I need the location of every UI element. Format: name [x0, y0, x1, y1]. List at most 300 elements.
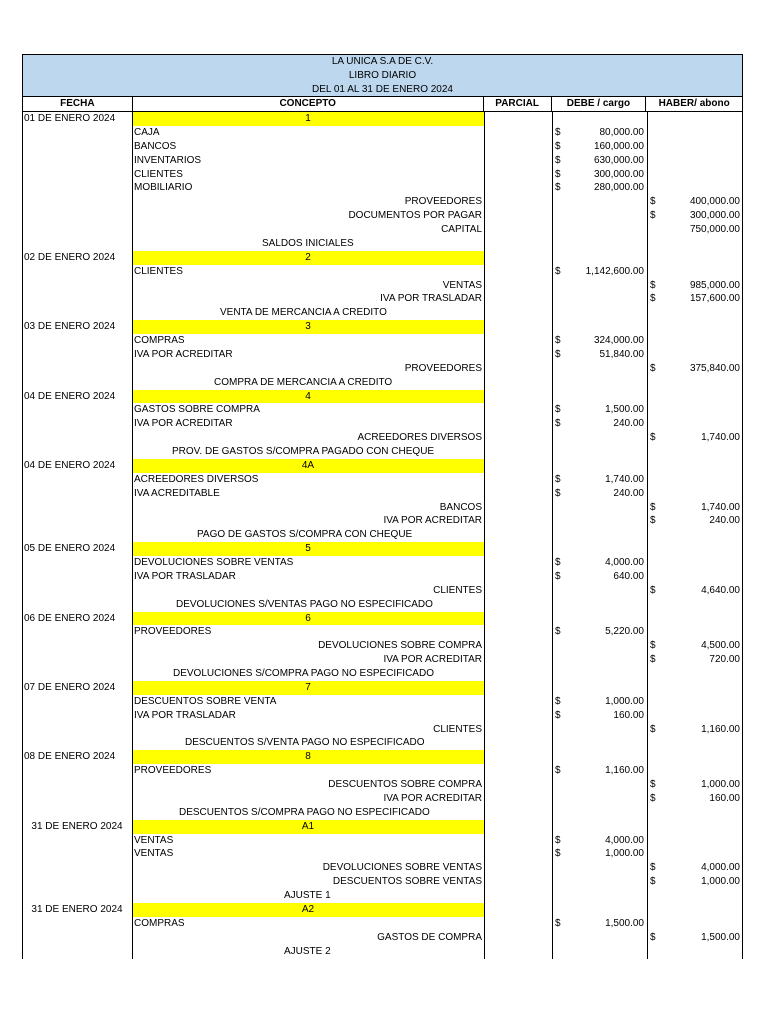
- debit-amount: [552, 778, 647, 792]
- debit-account: PROVEEDORES: [134, 765, 212, 777]
- amount-value: 280,000.00: [593, 182, 644, 194]
- credit-account: PROVEEDORES: [404, 196, 482, 208]
- date-cell: 04 DE ENERO 2024: [24, 459, 116, 471]
- credit-account: CAPITAL: [441, 224, 482, 235]
- amount-value: 240.00: [613, 487, 644, 499]
- title-block: [22, 54, 743, 96]
- parcial-cell: [484, 209, 552, 223]
- amount-value: 985,000.00: [689, 279, 740, 291]
- entry-description: DESCUENTOS S/COMPRA PAGO NO ESPECIFICADO: [179, 806, 430, 818]
- amount-value: 80,000.00: [599, 126, 644, 138]
- credit-amount: [647, 487, 743, 501]
- date-cell: [22, 709, 132, 723]
- debit-account: DEVOLUCIONES SOBRE VENTAS: [134, 557, 294, 568]
- debit-account: CAJA: [134, 126, 160, 138]
- parcial-cell: [484, 501, 552, 515]
- journal-row: [22, 889, 743, 903]
- date-cell: [22, 806, 132, 820]
- debit-amount: [552, 140, 647, 154]
- debit-account: VENTAS: [134, 834, 174, 846]
- credit-amount: [647, 376, 743, 390]
- journal-row: [22, 237, 743, 251]
- parcial-cell: [484, 362, 552, 376]
- journal-row: [22, 112, 743, 126]
- debit-amount: [552, 514, 647, 528]
- parcial-cell: [484, 695, 552, 709]
- debit-amount: [552, 445, 647, 459]
- date-cell: [22, 376, 132, 390]
- date-cell: 05 DE ENERO 2024: [24, 543, 116, 555]
- date-cell: [22, 875, 132, 889]
- amount-value: 375,840.00: [689, 362, 740, 374]
- credit-account: GASTOS DE COMPRA: [377, 931, 482, 943]
- date-cell: [22, 306, 132, 320]
- parcial-cell: [484, 612, 552, 626]
- journal-row: [22, 376, 743, 390]
- credit-account: PROVEEDORES: [404, 362, 482, 374]
- debit-amount: [552, 334, 647, 348]
- debit-amount: [552, 889, 647, 903]
- date-cell: 02 DE ENERO 2024: [24, 251, 116, 263]
- parcial-cell: [484, 237, 552, 251]
- credit-amount: [647, 501, 743, 515]
- debit-amount: [552, 639, 647, 653]
- debit-amount: [552, 209, 647, 223]
- credit-amount: [647, 209, 743, 223]
- credit-amount: [647, 847, 743, 861]
- journal-row: [22, 168, 743, 182]
- credit-account: CLIENTES: [433, 584, 482, 596]
- amount-value: 4,000.00: [605, 557, 644, 568]
- entry-number: A2: [132, 903, 484, 917]
- amount-value: 1,740.00: [701, 501, 740, 513]
- parcial-cell: [484, 306, 552, 320]
- credit-amount: [647, 598, 743, 612]
- debit-amount: [552, 764, 647, 778]
- amount-value: 300,000.00: [689, 210, 740, 222]
- debit-amount: [552, 376, 647, 390]
- currency-sign: $: [555, 695, 561, 707]
- entry-number: 4A: [132, 459, 484, 473]
- entry-number: 3: [132, 320, 484, 334]
- journal-row: [22, 945, 743, 959]
- credit-amount: [647, 612, 743, 626]
- credit-amount: [647, 279, 743, 293]
- credit-amount: [647, 556, 743, 570]
- journal-row: [22, 417, 743, 431]
- parcial-cell: [484, 598, 552, 612]
- credit-amount: [647, 542, 743, 556]
- debit-amount: [552, 903, 647, 917]
- journal-row: [22, 667, 743, 681]
- debit-amount: [552, 556, 647, 570]
- amount-value: 720.00: [709, 654, 740, 666]
- parcial-cell: [484, 625, 552, 639]
- parcial-cell: [484, 667, 552, 681]
- parcial-cell: [484, 847, 552, 861]
- credit-amount: [647, 251, 743, 265]
- entry-description: AJUSTE 2: [284, 945, 331, 957]
- date-cell: [22, 847, 132, 861]
- journal-row: [22, 514, 743, 528]
- parcial-cell: [484, 126, 552, 140]
- journal-row: [22, 140, 743, 154]
- credit-amount: [647, 750, 743, 764]
- date-cell: [22, 695, 132, 709]
- parcial-cell: [484, 431, 552, 445]
- date-cell: 04 DE ENERO 2024: [24, 390, 116, 402]
- parcial-cell: [484, 403, 552, 417]
- currency-sign: $: [650, 584, 656, 596]
- journal-row: [22, 195, 743, 209]
- debit-amount: [552, 417, 647, 431]
- entry-description: AJUSTE 1: [284, 890, 331, 901]
- currency-sign: $: [555, 265, 561, 277]
- date-cell: [22, 570, 132, 584]
- credit-amount: [647, 695, 743, 709]
- entry-description: COMPRA DE MERCANCIA A CREDITO: [214, 376, 393, 388]
- debit-amount: [552, 917, 647, 931]
- column-header-row: [22, 96, 743, 112]
- journal-row: [22, 209, 743, 223]
- concepto-divider: [484, 112, 485, 959]
- debit-amount: [552, 348, 647, 362]
- amount-value: 1,000.00: [701, 876, 740, 888]
- journal-row: [22, 334, 743, 348]
- credit-amount: [647, 625, 743, 639]
- entry-number: 1: [132, 112, 484, 126]
- period-title: DEL 01 AL 31 DE ENERO 2024: [311, 83, 453, 95]
- journal-row: [22, 181, 743, 195]
- journal-row: [22, 445, 743, 459]
- currency-sign: $: [555, 570, 561, 582]
- debit-amount: [552, 195, 647, 209]
- date-cell: [22, 889, 132, 903]
- date-cell: [22, 181, 132, 195]
- date-cell: 08 DE ENERO 2024: [24, 751, 116, 763]
- journal-row: [22, 736, 743, 750]
- credit-amount: [647, 431, 743, 445]
- debit-account: INVENTARIOS: [134, 154, 202, 166]
- entry-description: DEVOLUCIONES S/COMPRA PAGO NO ESPECIFICADO: [173, 668, 434, 679]
- date-cell: [22, 209, 132, 223]
- credit-amount: [647, 917, 743, 931]
- debit-amount: [552, 251, 647, 265]
- fecha-divider: [132, 112, 133, 959]
- journal-sheet: [22, 54, 743, 958]
- right-border: [742, 112, 743, 959]
- credit-amount: [647, 861, 743, 875]
- debit-amount: [552, 612, 647, 626]
- journal-row: [22, 556, 743, 570]
- journal-row: [22, 251, 743, 265]
- journal-row: [22, 792, 743, 806]
- date-cell: 06 DE ENERO 2024: [24, 612, 116, 624]
- credit-amount: [647, 584, 743, 598]
- parcial-cell: [484, 154, 552, 168]
- debit-amount: [552, 265, 647, 279]
- parcial-cell: [484, 875, 552, 889]
- currency-sign: $: [650, 792, 656, 804]
- parcial-cell: [484, 390, 552, 404]
- currency-sign: $: [555, 418, 561, 430]
- currency-sign: $: [555, 848, 561, 860]
- credit-amount: [647, 154, 743, 168]
- journal-row: [22, 709, 743, 723]
- date-cell: [22, 348, 132, 362]
- date-cell: [22, 501, 132, 515]
- currency-sign: $: [555, 182, 561, 194]
- journal-row: [22, 362, 743, 376]
- parcial-cell: [484, 223, 552, 237]
- journal-row: [22, 403, 743, 417]
- journal-row: [22, 861, 743, 875]
- credit-account: IVA POR TRASLADAR: [380, 293, 482, 305]
- date-cell: [22, 403, 132, 417]
- debit-amount: [552, 292, 647, 306]
- parcial-cell: [484, 584, 552, 598]
- debit-amount: [552, 390, 647, 404]
- amount-value: 640.00: [613, 570, 644, 582]
- journal-row: [22, 223, 743, 237]
- date-cell: [22, 362, 132, 376]
- entry-number: 5: [132, 542, 484, 556]
- journal-row: [22, 723, 743, 737]
- amount-value: 1,740.00: [605, 473, 644, 485]
- credit-amount: [647, 653, 743, 667]
- debit-account: COMPRAS: [134, 917, 185, 929]
- credit-amount: [647, 403, 743, 417]
- currency-sign: $: [650, 931, 656, 943]
- parcial-cell: [484, 792, 552, 806]
- currency-sign: $: [555, 557, 561, 568]
- debit-amount: [552, 584, 647, 598]
- entry-description: VENTA DE MERCANCIA A CREDITO: [220, 307, 387, 319]
- date-cell: [22, 861, 132, 875]
- debit-amount: [552, 861, 647, 875]
- credit-amount: [647, 736, 743, 750]
- parcial-cell: [484, 251, 552, 265]
- amount-value: 4,000.00: [701, 862, 740, 874]
- credit-amount: [647, 875, 743, 889]
- date-cell: [22, 514, 132, 528]
- entry-description: PROV. DE GASTOS S/COMPRA PAGADO CON CHEQUE: [172, 446, 435, 457]
- currency-sign: $: [555, 765, 561, 777]
- journal-row: [22, 320, 743, 334]
- currency-sign: $: [650, 654, 656, 666]
- debit-account: IVA POR ACREDITAR: [134, 418, 233, 430]
- debit-amount: [552, 473, 647, 487]
- credit-amount: [647, 806, 743, 820]
- credit-amount: [647, 390, 743, 404]
- credit-account: DEVOLUCIONES SOBRE VENTAS: [322, 862, 482, 874]
- journal-row: [22, 487, 743, 501]
- entry-description: PAGO DE GASTOS S/COMPRA CON CHEQUE: [197, 529, 413, 541]
- date-cell: [22, 653, 132, 667]
- journal-row: [22, 639, 743, 653]
- debit-amount: [552, 126, 647, 140]
- credit-amount: [647, 931, 743, 945]
- credit-account: CLIENTES: [433, 723, 482, 735]
- parcial-cell: [484, 265, 552, 279]
- journal-row: [22, 903, 743, 917]
- date-cell: 31 DE ENERO 2024: [31, 903, 123, 915]
- parcial-cell: [484, 750, 552, 764]
- journal-row: [22, 612, 743, 626]
- credit-amount: [647, 723, 743, 737]
- amount-value: 1,000.00: [605, 695, 644, 707]
- credit-account: DESCUENTOS SOBRE COMPRA: [328, 779, 482, 790]
- journal-row: [22, 695, 743, 709]
- currency-sign: $: [650, 515, 656, 527]
- journal-row: [22, 473, 743, 487]
- date-cell: [22, 945, 132, 959]
- parcial-cell: [484, 348, 552, 362]
- currency-sign: $: [555, 626, 561, 638]
- date-cell: [22, 223, 132, 237]
- journal-row: [22, 542, 743, 556]
- debit-account: IVA ACREDITABLE: [134, 487, 220, 499]
- debit-amount: [552, 403, 647, 417]
- amount-value: 4,640.00: [701, 584, 740, 596]
- credit-amount: [647, 126, 743, 140]
- entry-description: DESCUENTOS S/VENTA PAGO NO ESPECIFICADO: [185, 737, 425, 749]
- parcial-cell: [484, 542, 552, 556]
- credit-amount: [647, 473, 743, 487]
- journal-row: [22, 653, 743, 667]
- debit-amount: [552, 723, 647, 737]
- journal-row: [22, 528, 743, 542]
- credit-amount: [647, 903, 743, 917]
- currency-sign: $: [555, 348, 561, 360]
- amount-value: 160.00: [613, 709, 644, 721]
- parcial-cell: [484, 514, 552, 528]
- credit-amount: [647, 112, 743, 126]
- credit-amount: [647, 223, 743, 237]
- debit-account: PROVEEDORES: [134, 626, 212, 638]
- currency-sign: $: [650, 779, 656, 790]
- currency-sign: $: [555, 834, 561, 846]
- credit-amount: [647, 528, 743, 542]
- debit-account: COMPRAS: [134, 335, 185, 346]
- date-cell: [22, 625, 132, 639]
- currency-sign: $: [650, 432, 656, 444]
- parcial-cell: [484, 195, 552, 209]
- entry-number: 8: [132, 750, 484, 764]
- entry-number: 6: [132, 612, 484, 626]
- debit-amount: [552, 875, 647, 889]
- currency-sign: $: [650, 876, 656, 888]
- credit-amount: [647, 320, 743, 334]
- amount-value: 160.00: [709, 792, 740, 804]
- amount-value: 1,500.00: [605, 917, 644, 929]
- header-fecha: FECHA: [23, 97, 133, 111]
- date-cell: 03 DE ENERO 2024: [24, 321, 116, 333]
- credit-account: DESCUENTOS SOBRE VENTAS: [332, 876, 482, 888]
- debit-amount: [552, 237, 647, 251]
- credit-amount: [647, 639, 743, 653]
- credit-amount: [647, 820, 743, 834]
- debit-amount: [552, 834, 647, 848]
- debit-amount: [552, 487, 647, 501]
- date-cell: [22, 667, 132, 681]
- credit-amount: [647, 306, 743, 320]
- debit-amount: [552, 792, 647, 806]
- company-name: LA UNICA S.A DE C.V.: [331, 56, 434, 67]
- debit-amount: [552, 279, 647, 293]
- currency-sign: $: [555, 473, 561, 485]
- debit-account: VENTAS: [134, 848, 174, 860]
- debit-account: MOBILIARIO: [134, 182, 193, 194]
- credit-amount: [647, 764, 743, 778]
- parcial-cell: [484, 140, 552, 154]
- journal-row: [22, 778, 743, 792]
- parcial-cell: [484, 681, 552, 695]
- debit-amount: [552, 750, 647, 764]
- credit-amount: [647, 792, 743, 806]
- credit-account: IVA POR ACREDITAR: [383, 654, 482, 666]
- currency-sign: $: [650, 723, 656, 735]
- currency-sign: $: [555, 917, 561, 929]
- debit-account: DESCUENTOS SOBRE VENTA: [134, 695, 277, 707]
- parcial-divider: [552, 112, 553, 959]
- credit-amount: [647, 181, 743, 195]
- journal-row: [22, 279, 743, 293]
- amount-value: 300,000.00: [593, 168, 644, 180]
- currency-sign: [650, 223, 660, 237]
- journal-row: [22, 598, 743, 612]
- debit-amount: [552, 528, 647, 542]
- credit-account: IVA POR ACREDITAR: [383, 792, 482, 804]
- journal-row: [22, 834, 743, 848]
- debit-amount: [552, 168, 647, 182]
- entry-number: A1: [132, 820, 484, 834]
- journal-row: [22, 459, 743, 473]
- parcial-cell: [484, 889, 552, 903]
- debit-amount: [552, 362, 647, 376]
- credit-amount: [647, 168, 743, 182]
- credit-amount: [647, 445, 743, 459]
- journal-row: [22, 126, 743, 140]
- date-cell: [22, 473, 132, 487]
- journal-row: [22, 625, 743, 639]
- debit-amount: [552, 681, 647, 695]
- debit-amount: [552, 945, 647, 959]
- parcial-cell: [484, 764, 552, 778]
- parcial-cell: [484, 723, 552, 737]
- parcial-cell: [484, 320, 552, 334]
- date-cell: [22, 195, 132, 209]
- date-cell: [22, 917, 132, 931]
- debit-amount: [552, 653, 647, 667]
- header-haber: HABER/ abono: [658, 98, 730, 109]
- parcial-cell: [484, 417, 552, 431]
- journal-row: [22, 750, 743, 764]
- parcial-cell: [484, 778, 552, 792]
- date-cell: [22, 445, 132, 459]
- header-debe: DEBE / cargo: [552, 97, 647, 111]
- date-cell: [22, 598, 132, 612]
- header-concepto: CONCEPTO: [133, 97, 484, 111]
- credit-amount: [647, 945, 743, 959]
- credit-amount: [647, 265, 743, 279]
- parcial-cell: [484, 334, 552, 348]
- amount-value: 157,600.00: [689, 293, 740, 305]
- amount-value: 1,000.00: [605, 848, 644, 860]
- currency-sign: $: [650, 293, 656, 305]
- currency-sign: $: [650, 210, 656, 222]
- credit-amount: [647, 237, 743, 251]
